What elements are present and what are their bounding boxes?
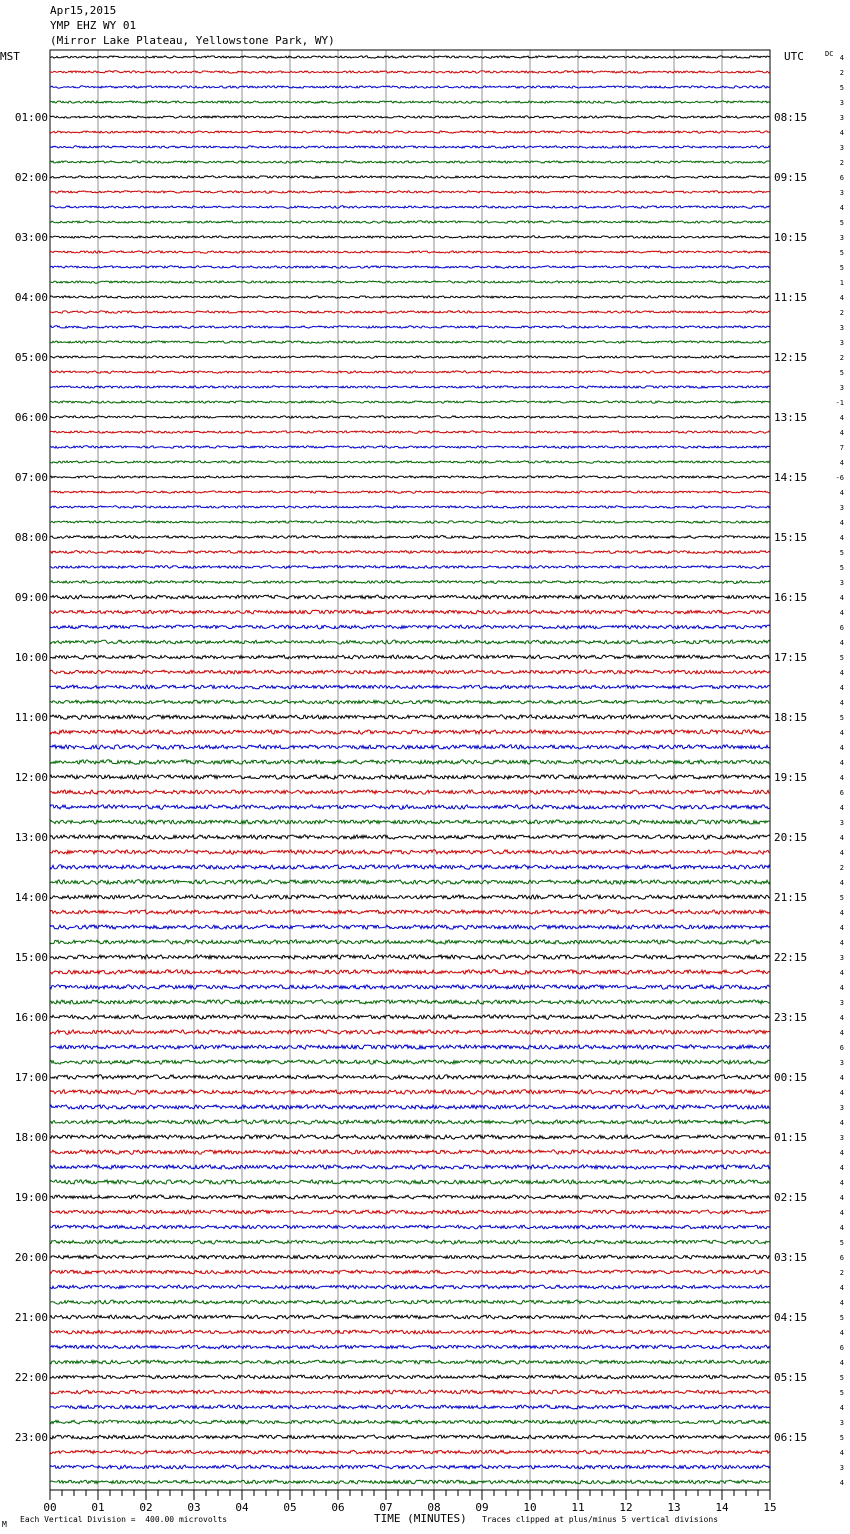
trace-row-90 xyxy=(50,1390,770,1394)
trace-row-2 xyxy=(50,71,770,73)
x-tick-label-10: 10 xyxy=(523,1501,537,1514)
trace-row-71 xyxy=(50,1105,770,1109)
trace-row-93 xyxy=(50,1435,770,1439)
x-axis-title: TIME (MINUTES) xyxy=(374,1512,467,1525)
dc-offset-value: 3 xyxy=(839,234,844,242)
dc-offset-value: 2 xyxy=(839,159,844,167)
trace-row-4 xyxy=(50,101,770,103)
trace-row-30 xyxy=(50,491,770,494)
dc-column-label: DC xyxy=(825,50,834,58)
dc-offset-value: 3 xyxy=(839,1059,844,1067)
trace-row-95 xyxy=(50,1465,770,1469)
dc-offset-value: 4 xyxy=(839,1284,844,1292)
dc-offset-labels xyxy=(836,54,844,1487)
dc-offset-value: 5 xyxy=(839,1239,844,1247)
vertical-gridlines xyxy=(50,50,770,1490)
header-station: YMP EHZ WY 01 xyxy=(50,19,137,32)
utc-hour-label: 10:15 xyxy=(774,231,808,244)
trace-row-15 xyxy=(50,266,770,269)
mst-hour-label: 13:00 xyxy=(14,831,48,844)
utc-hour-label: 17:15 xyxy=(774,651,808,664)
trace-row-5 xyxy=(50,116,770,118)
trace-row-16 xyxy=(50,281,770,283)
mst-hour-label: 04:00 xyxy=(14,291,48,304)
dc-offset-value: 5 xyxy=(839,369,844,377)
mst-hour-label: 19:00 xyxy=(14,1191,48,1204)
dc-offset-value: 4 xyxy=(839,1074,844,1082)
trace-row-60 xyxy=(50,940,770,944)
dc-offset-value: 4 xyxy=(839,1449,844,1457)
dc-offset-value: 4 xyxy=(839,489,844,497)
x-tick-label-00: 00 xyxy=(43,1501,57,1514)
dc-offset-value: 4 xyxy=(839,459,844,467)
utc-hour-label: 03:15 xyxy=(774,1251,808,1264)
dc-offset-value: 4 xyxy=(839,1479,844,1487)
utc-hour-label: 08:15 xyxy=(774,111,808,124)
trace-row-34 xyxy=(50,551,770,554)
trace-row-81 xyxy=(50,1255,770,1259)
dc-offset-value: 5 xyxy=(839,264,844,272)
dc-offset-value: 5 xyxy=(839,219,844,227)
trace-row-83 xyxy=(50,1285,770,1289)
dc-offset-value: 2 xyxy=(839,69,844,77)
dc-offset-value: 5 xyxy=(839,1434,844,1442)
trace-row-1 xyxy=(50,56,770,58)
trace-row-9 xyxy=(50,176,770,178)
trace-row-39 xyxy=(50,625,770,629)
dc-offset-value: -1 xyxy=(835,399,844,407)
dc-offset-value: 5 xyxy=(839,894,844,902)
utc-hour-label: 05:15 xyxy=(774,1371,808,1384)
dc-offset-value: 4 xyxy=(839,1179,844,1187)
trace-row-68 xyxy=(50,1060,770,1064)
dc-offset-value: 6 xyxy=(839,1044,844,1052)
dc-offset-value: 4 xyxy=(839,699,844,707)
dc-offset-value: 4 xyxy=(839,1209,844,1217)
utc-hour-label: 09:15 xyxy=(774,171,808,184)
dc-offset-value: 4 xyxy=(839,849,844,857)
dc-offset-value: 3 xyxy=(839,189,844,197)
mst-hour-label: 16:00 xyxy=(14,1011,48,1024)
trace-row-65 xyxy=(50,1015,770,1020)
dc-offset-value: 4 xyxy=(839,1119,844,1127)
x-tick-label-03: 03 xyxy=(187,1501,201,1514)
mst-hour-label: 08:00 xyxy=(14,531,48,544)
dc-offset-value: 4 xyxy=(839,1029,844,1037)
trace-row-38 xyxy=(50,610,770,614)
trace-row-57 xyxy=(50,895,770,899)
utc-hour-label: 04:15 xyxy=(774,1311,808,1324)
dc-offset-value: 4 xyxy=(839,1359,844,1367)
dc-offset-value: 5 xyxy=(839,1389,844,1397)
trace-row-40 xyxy=(50,640,770,644)
trace-row-72 xyxy=(50,1120,770,1124)
trace-row-52 xyxy=(50,820,770,824)
trace-row-55 xyxy=(50,865,770,870)
mst-hour-label: 03:00 xyxy=(14,231,48,244)
mst-hour-label: 21:00 xyxy=(14,1311,48,1324)
dc-offset-value: 4 xyxy=(839,939,844,947)
dc-offset-value: 4 xyxy=(839,1149,844,1157)
scale-note: Each Vertical Division = 400.00 microvolts xyxy=(20,1515,228,1524)
dc-offset-value: 4 xyxy=(839,669,844,677)
mst-hour-label: 09:00 xyxy=(14,591,48,604)
trace-row-26 xyxy=(50,431,770,434)
dc-offset-value: 4 xyxy=(839,594,844,602)
utc-hour-label: 19:15 xyxy=(774,771,808,784)
trace-row-80 xyxy=(50,1240,770,1244)
trace-row-13 xyxy=(50,236,770,238)
trace-row-41 xyxy=(50,655,770,659)
x-tick-label-05: 05 xyxy=(283,1501,297,1514)
mst-hour-label: 05:00 xyxy=(14,351,48,364)
trace-row-23 xyxy=(50,386,770,388)
dc-offset-value: 5 xyxy=(839,564,844,572)
dc-offset-value: 5 xyxy=(839,1374,844,1382)
dc-offset-value: 3 xyxy=(839,114,844,122)
dc-offset-value: 4 xyxy=(839,129,844,137)
trace-row-43 xyxy=(50,685,770,689)
dc-offset-value: 3 xyxy=(839,579,844,587)
dc-offset-value: 6 xyxy=(839,1254,844,1262)
dc-offset-value: 4 xyxy=(839,684,844,692)
dc-offset-value: -6 xyxy=(835,474,844,482)
utc-hour-label: 20:15 xyxy=(774,831,808,844)
trace-row-79 xyxy=(50,1225,770,1229)
utc-hour-label: 21:15 xyxy=(774,891,808,904)
mst-hour-label: 11:00 xyxy=(14,711,48,724)
dc-offset-value: 4 xyxy=(839,969,844,977)
trace-row-91 xyxy=(50,1405,770,1409)
dc-offset-value: 6 xyxy=(839,624,844,632)
trace-row-77 xyxy=(50,1195,770,1199)
x-tick-label-13: 13 xyxy=(667,1501,681,1514)
trace-row-50 xyxy=(50,790,770,794)
x-tick-label-15: 15 xyxy=(763,1501,777,1514)
trace-row-66 xyxy=(50,1030,770,1034)
trace-row-46 xyxy=(50,730,770,734)
trace-row-47 xyxy=(50,745,770,749)
dc-offset-value: 4 xyxy=(839,834,844,842)
utc-hour-label: 01:15 xyxy=(774,1131,808,1144)
clip-note: Traces clipped at plus/minus 5 vertical divisions xyxy=(482,1515,719,1524)
dc-offset-value: 3 xyxy=(839,1104,844,1112)
dc-offset-value: 4 xyxy=(839,1329,844,1337)
trace-row-67 xyxy=(50,1045,770,1049)
trace-row-44 xyxy=(50,700,770,704)
mst-hour-label: 18:00 xyxy=(14,1131,48,1144)
trace-row-11 xyxy=(50,206,770,209)
trace-row-45 xyxy=(50,715,770,720)
dc-offset-value: 3 xyxy=(839,144,844,152)
x-tick-label-11: 11 xyxy=(571,1501,585,1514)
x-tick-label-12: 12 xyxy=(619,1501,633,1514)
dc-offset-value: 4 xyxy=(839,414,844,422)
trace-row-63 xyxy=(50,985,770,989)
trace-row-92 xyxy=(50,1420,770,1424)
x-tick-label-09: 09 xyxy=(475,1501,489,1514)
trace-row-58 xyxy=(50,910,770,914)
trace-row-36 xyxy=(50,581,770,584)
dc-offset-value: 3 xyxy=(839,504,844,512)
dc-offset-value: 4 xyxy=(839,1089,844,1097)
mst-hour-label: 01:00 xyxy=(14,111,48,124)
dc-offset-value: 4 xyxy=(839,924,844,932)
plot-frame xyxy=(50,50,770,1490)
trace-row-3 xyxy=(50,86,770,88)
mst-hour-label: 10:00 xyxy=(14,651,48,664)
trace-row-33 xyxy=(50,536,770,539)
right-time-labels xyxy=(774,111,807,1444)
mst-hour-label: 06:00 xyxy=(14,411,48,424)
dc-offset-value: 4 xyxy=(839,1164,844,1172)
dc-offset-value: 3 xyxy=(839,1134,844,1142)
trace-row-12 xyxy=(50,221,770,224)
utc-hour-label: 00:15 xyxy=(774,1071,808,1084)
mst-hour-label: 22:00 xyxy=(14,1371,48,1384)
trace-row-69 xyxy=(50,1075,770,1080)
trace-row-70 xyxy=(50,1090,770,1095)
trace-row-49 xyxy=(50,775,770,779)
trace-row-14 xyxy=(50,251,770,253)
x-tick-label-07: 07 xyxy=(379,1501,393,1514)
dc-offset-value: 5 xyxy=(839,714,844,722)
trace-row-82 xyxy=(50,1270,770,1274)
dc-offset-value: 4 xyxy=(839,639,844,647)
trace-row-86 xyxy=(50,1330,770,1334)
dc-offset-value: 2 xyxy=(839,1269,844,1277)
trace-row-54 xyxy=(50,850,770,855)
dc-offset-value: 3 xyxy=(839,384,844,392)
trace-row-29 xyxy=(50,476,770,478)
dc-offset-value: 5 xyxy=(839,249,844,257)
trace-row-19 xyxy=(50,326,770,329)
mst-hour-label: 20:00 xyxy=(14,1251,48,1264)
dc-offset-value: 4 xyxy=(839,879,844,887)
utc-hour-label: 13:15 xyxy=(774,411,808,424)
utc-hour-label: 12:15 xyxy=(774,351,808,364)
mst-hour-label: 15:00 xyxy=(14,951,48,964)
trace-row-74 xyxy=(50,1150,770,1155)
trace-row-10 xyxy=(50,191,770,193)
dc-offset-value: 1 xyxy=(839,279,844,287)
trace-row-20 xyxy=(50,341,770,343)
trace-row-25 xyxy=(50,416,770,419)
dc-offset-value: 4 xyxy=(839,984,844,992)
mst-hour-label: 17:00 xyxy=(14,1071,48,1084)
dc-offset-value: 2 xyxy=(839,354,844,362)
trace-group xyxy=(50,56,770,1484)
header-date: Apr15,2015 xyxy=(50,4,117,17)
trace-row-88 xyxy=(50,1360,770,1364)
x-tick-label-04: 04 xyxy=(235,1501,249,1514)
trace-row-76 xyxy=(50,1180,770,1184)
trace-row-87 xyxy=(50,1345,770,1349)
trace-row-59 xyxy=(50,925,770,929)
dc-offset-value: 4 xyxy=(839,609,844,617)
dc-offset-value: 5 xyxy=(839,84,844,92)
mst-hour-label: 02:00 xyxy=(14,171,48,184)
dc-offset-value: 5 xyxy=(839,549,844,557)
x-tick-label-06: 06 xyxy=(331,1501,345,1514)
trace-row-53 xyxy=(50,835,770,839)
dc-offset-value: 4 xyxy=(839,54,844,62)
trace-row-21 xyxy=(50,356,770,358)
trace-row-85 xyxy=(50,1315,770,1319)
trace-row-84 xyxy=(50,1300,770,1304)
utc-hour-label: 18:15 xyxy=(774,711,808,724)
x-axis-ticks xyxy=(50,1490,770,1500)
trace-row-62 xyxy=(50,970,770,975)
dc-offset-value: 4 xyxy=(839,1014,844,1022)
dc-offset-value: 3 xyxy=(839,819,844,827)
dc-offset-value: 2 xyxy=(839,864,844,872)
dc-offset-value: 4 xyxy=(839,534,844,542)
dc-offset-value: 4 xyxy=(839,729,844,737)
dc-offset-value: 4 xyxy=(839,1224,844,1232)
dc-offset-value: 5 xyxy=(839,654,844,662)
mst-hour-label: 14:00 xyxy=(14,891,48,904)
x-tick-label-01: 01 xyxy=(91,1501,105,1514)
dc-offset-value: 5 xyxy=(839,1314,844,1322)
utc-hour-label: 14:15 xyxy=(774,471,808,484)
x-tick-label-08: 08 xyxy=(427,1501,441,1514)
dc-offset-value: 4 xyxy=(839,519,844,527)
dc-offset-value: 4 xyxy=(839,759,844,767)
trace-row-31 xyxy=(50,506,770,508)
trace-row-27 xyxy=(50,446,770,449)
trace-row-8 xyxy=(50,161,770,164)
mst-hour-label: 12:00 xyxy=(14,771,48,784)
utc-hour-label: 02:15 xyxy=(774,1191,808,1204)
x-tick-label-02: 02 xyxy=(139,1501,153,1514)
dc-offset-value: 4 xyxy=(839,429,844,437)
trace-row-51 xyxy=(50,805,770,810)
utc-hour-label: 11:15 xyxy=(774,291,808,304)
trace-row-78 xyxy=(50,1210,770,1214)
dc-offset-value: 3 xyxy=(839,954,844,962)
dc-offset-value: 6 xyxy=(839,789,844,797)
utc-hour-label: 15:15 xyxy=(774,531,808,544)
dc-offset-value: 6 xyxy=(839,174,844,182)
left-time-labels xyxy=(15,111,48,1444)
dc-offset-value: 7 xyxy=(839,444,844,452)
trace-row-94 xyxy=(50,1450,770,1454)
trace-row-48 xyxy=(50,760,770,765)
trace-row-18 xyxy=(50,311,770,314)
dc-offset-value: 4 xyxy=(839,1404,844,1412)
utc-axis-label: UTC xyxy=(784,50,804,63)
dc-offset-value: 4 xyxy=(839,1299,844,1307)
utc-hour-label: 23:15 xyxy=(774,1011,808,1024)
utc-hour-label: 22:15 xyxy=(774,951,808,964)
footer-mark: M xyxy=(2,1520,7,1529)
dc-offset-value: 4 xyxy=(839,204,844,212)
trace-row-56 xyxy=(50,880,770,885)
dc-offset-value: 3 xyxy=(839,99,844,107)
mst-hour-label: 23:00 xyxy=(14,1431,48,1444)
trace-row-22 xyxy=(50,371,770,374)
dc-offset-value: 2 xyxy=(839,309,844,317)
utc-hour-label: 16:15 xyxy=(774,591,808,604)
mst-axis-label: MST xyxy=(0,50,20,63)
dc-offset-value: 3 xyxy=(839,1464,844,1472)
dc-offset-value: 6 xyxy=(839,1344,844,1352)
dc-offset-value: 3 xyxy=(839,1419,844,1427)
trace-row-73 xyxy=(50,1135,770,1139)
trace-row-17 xyxy=(50,296,770,298)
dc-offset-value: 4 xyxy=(839,909,844,917)
dc-offset-value: 4 xyxy=(839,804,844,812)
trace-row-64 xyxy=(50,1000,770,1004)
dc-offset-value: 4 xyxy=(839,774,844,782)
dc-offset-value: 3 xyxy=(839,339,844,347)
trace-row-61 xyxy=(50,955,770,959)
dc-offset-value: 4 xyxy=(839,744,844,752)
trace-row-35 xyxy=(50,566,770,569)
trace-row-75 xyxy=(50,1165,770,1169)
mst-hour-label: 07:00 xyxy=(14,471,48,484)
dc-offset-value: 3 xyxy=(839,324,844,332)
trace-row-37 xyxy=(50,595,770,599)
header-location: (Mirror Lake Plateau, Yellowstone Park, WY) xyxy=(50,34,335,47)
trace-row-96 xyxy=(50,1480,770,1484)
trace-row-89 xyxy=(50,1375,770,1379)
trace-row-28 xyxy=(50,461,770,463)
dc-offset-value: 4 xyxy=(839,294,844,302)
dc-offset-value: 4 xyxy=(839,1194,844,1202)
trace-row-32 xyxy=(50,521,770,523)
trace-row-6 xyxy=(50,131,770,133)
dc-offset-value: 3 xyxy=(839,999,844,1007)
trace-row-7 xyxy=(50,146,770,149)
utc-hour-label: 06:15 xyxy=(774,1431,808,1444)
x-tick-label-14: 14 xyxy=(715,1501,729,1514)
trace-row-24 xyxy=(50,401,770,403)
trace-row-42 xyxy=(50,670,770,674)
